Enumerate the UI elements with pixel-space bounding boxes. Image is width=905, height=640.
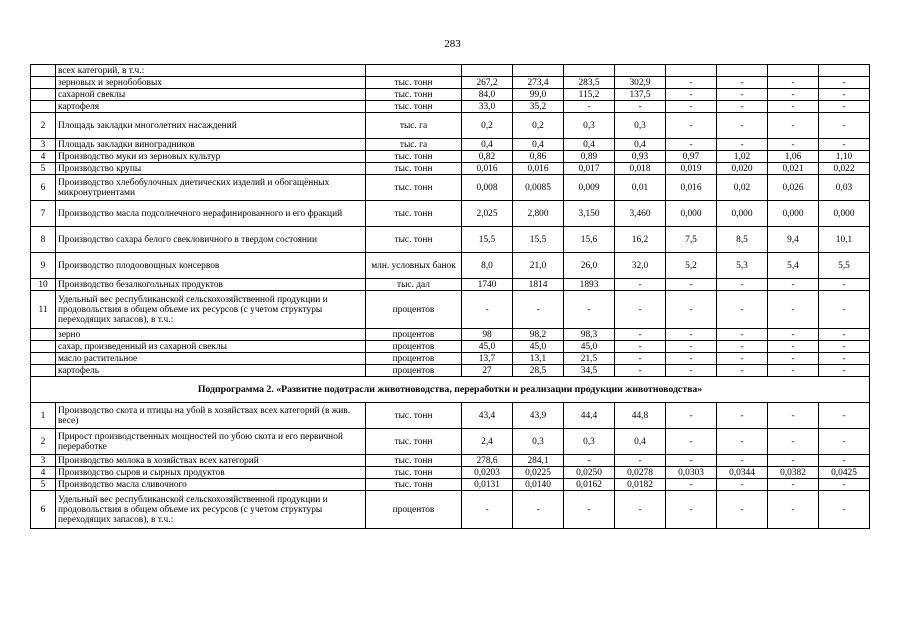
unit-cell: процентов <box>366 365 462 377</box>
table-row <box>31 163 870 175</box>
value-cell: - <box>768 353 819 365</box>
value-cell: 27 <box>462 365 513 377</box>
value-cell: - <box>768 101 819 113</box>
value-cell: 0,4 <box>615 139 666 151</box>
value-cell: 5,4 <box>768 253 819 279</box>
unit-cell: процентов <box>366 291 462 329</box>
value-cell: - <box>768 455 819 467</box>
value-cell: 0,0382 <box>768 467 819 479</box>
value-cell: 5,3 <box>717 253 768 279</box>
value-cell: - <box>666 77 717 89</box>
value-cell: - <box>768 341 819 353</box>
indicator-name-cell: всех категорий, в т.ч.: <box>56 65 366 77</box>
row-number-cell: 9 <box>31 253 56 279</box>
value-cell: 1,02 <box>717 151 768 163</box>
value-cell: - <box>768 279 819 291</box>
value-cell <box>462 65 513 77</box>
value-cell: - <box>666 139 717 151</box>
value-cell: 0,020 <box>717 163 768 175</box>
unit-cell: процентов <box>366 353 462 365</box>
unit-cell <box>366 65 462 77</box>
value-cell: 0,016 <box>666 175 717 201</box>
value-cell: - <box>768 329 819 341</box>
value-cell: 7,5 <box>666 227 717 253</box>
table-row <box>31 403 870 429</box>
unit-cell: тыс. тонн <box>366 455 462 467</box>
unit-cell: тыс. тонн <box>366 89 462 101</box>
table-row <box>31 139 870 151</box>
row-number-cell: 6 <box>31 175 56 201</box>
indicator-name-cell: Производство масла подсолнечного нерафинированного и его фракций <box>56 201 366 227</box>
value-cell: 5,5 <box>819 253 870 279</box>
value-cell: 13,1 <box>513 353 564 365</box>
value-cell: - <box>564 491 615 529</box>
value-cell: 302,9 <box>615 77 666 89</box>
unit-cell: тыс. тонн <box>366 227 462 253</box>
value-cell: 0,0250 <box>564 467 615 479</box>
value-cell: 15,5 <box>513 227 564 253</box>
value-cell <box>666 65 717 77</box>
row-number-cell: 3 <box>31 455 56 467</box>
value-cell: 1740 <box>462 279 513 291</box>
table-row <box>31 353 870 365</box>
table-row <box>31 291 870 329</box>
value-cell: - <box>462 491 513 529</box>
section-title: Подпрограмма 2. «Развитие подотрасли животноводства, переработки и реализации продукции животноводства» <box>31 377 870 403</box>
table-row <box>31 253 870 279</box>
value-cell: - <box>513 291 564 329</box>
value-cell: 84,0 <box>462 89 513 101</box>
value-cell: - <box>717 113 768 139</box>
value-cell: 0,3 <box>564 113 615 139</box>
value-cell: 15,6 <box>564 227 615 253</box>
indicator-name-cell: Производство скота и птицы на убой в хозяйствах всех категорий (в жив. весе) <box>56 403 366 429</box>
value-cell: - <box>819 113 870 139</box>
value-cell: - <box>819 291 870 329</box>
table-row <box>31 467 870 479</box>
value-cell: 15,5 <box>462 227 513 253</box>
value-cell: 0,97 <box>666 151 717 163</box>
value-cell: 5,2 <box>666 253 717 279</box>
value-cell: - <box>666 403 717 429</box>
indicator-name-cell: Производство хлебобулочных диетических изделий и обогащённых микронутриентами <box>56 175 366 201</box>
value-cell: - <box>666 291 717 329</box>
row-number-cell: 3 <box>31 139 56 151</box>
unit-cell: тыс. тонн <box>366 77 462 89</box>
value-cell: - <box>615 341 666 353</box>
unit-cell: млн. условных банок <box>366 253 462 279</box>
unit-cell: тыс. тонн <box>366 201 462 227</box>
table-row <box>31 341 870 353</box>
value-cell: - <box>615 365 666 377</box>
value-cell: 28,5 <box>513 365 564 377</box>
row-number-cell: 4 <box>31 467 56 479</box>
unit-cell: тыс. тонн <box>366 479 462 491</box>
value-cell: 2,800 <box>513 201 564 227</box>
value-cell: - <box>666 101 717 113</box>
value-cell: - <box>819 353 870 365</box>
value-cell: - <box>615 279 666 291</box>
value-cell: 35,2 <box>513 101 564 113</box>
value-cell: - <box>666 279 717 291</box>
unit-cell: процентов <box>366 491 462 529</box>
value-cell: - <box>717 455 768 467</box>
table-row <box>31 113 870 139</box>
table-row <box>31 151 870 163</box>
row-number-cell <box>31 365 56 377</box>
section-header-row <box>31 377 870 403</box>
value-cell: - <box>513 491 564 529</box>
value-cell: 0,0203 <box>462 467 513 479</box>
value-cell: - <box>615 291 666 329</box>
value-cell: - <box>819 365 870 377</box>
value-cell: 0,0344 <box>717 467 768 479</box>
table-row <box>31 479 870 491</box>
value-cell: 43,4 <box>462 403 513 429</box>
value-cell: 3,150 <box>564 201 615 227</box>
value-cell: - <box>462 291 513 329</box>
table-row <box>31 279 870 291</box>
value-cell: 0,0085 <box>513 175 564 201</box>
row-number-cell <box>31 329 56 341</box>
value-cell: - <box>717 279 768 291</box>
value-cell: 0,2 <box>513 113 564 139</box>
value-cell <box>615 65 666 77</box>
value-cell: - <box>666 429 717 455</box>
value-cell: 16,2 <box>615 227 666 253</box>
unit-cell: тыс. тонн <box>366 467 462 479</box>
unit-cell: тыс. тонн <box>366 403 462 429</box>
table-row <box>31 77 870 89</box>
value-cell: - <box>819 403 870 429</box>
value-cell: 278,6 <box>462 455 513 467</box>
value-cell: 273,4 <box>513 77 564 89</box>
value-cell: 0,3 <box>564 429 615 455</box>
value-cell: - <box>717 341 768 353</box>
value-cell: 8,5 <box>717 227 768 253</box>
row-number-cell: 2 <box>31 429 56 455</box>
indicator-name-cell: Площадь закладки многолетних насаждений <box>56 113 366 139</box>
row-number-cell: 5 <box>31 479 56 491</box>
table-row <box>31 429 870 455</box>
value-cell <box>513 65 564 77</box>
indicator-name-cell: Производство масла сливочного <box>56 479 366 491</box>
unit-cell: тыс. тонн <box>366 175 462 201</box>
value-cell: - <box>768 89 819 101</box>
unit-cell: тыс. тонн <box>366 163 462 175</box>
value-cell: 44,8 <box>615 403 666 429</box>
unit-cell: процентов <box>366 341 462 353</box>
indicator-name-cell: картофель <box>56 365 366 377</box>
page-number: 283 <box>444 38 461 50</box>
value-cell: 0,0225 <box>513 467 564 479</box>
value-cell: - <box>717 429 768 455</box>
value-cell: - <box>615 101 666 113</box>
row-number-cell: 8 <box>31 227 56 253</box>
value-cell: - <box>819 429 870 455</box>
value-cell: 0,000 <box>666 201 717 227</box>
value-cell: 0,89 <box>564 151 615 163</box>
value-cell: 0,022 <box>819 163 870 175</box>
indicator-name-cell: Производство крупы <box>56 163 366 175</box>
value-cell: - <box>717 89 768 101</box>
row-number-cell: 6 <box>31 491 56 529</box>
value-cell: - <box>666 89 717 101</box>
row-number-cell <box>31 89 56 101</box>
table-row <box>31 491 870 529</box>
value-cell: - <box>819 491 870 529</box>
indicator-name-cell: Производство сыров и сырных продуктов <box>56 467 366 479</box>
indicators-table <box>30 64 870 529</box>
value-cell: 34,5 <box>564 365 615 377</box>
value-cell: 284,1 <box>513 455 564 467</box>
value-cell: - <box>666 455 717 467</box>
indicator-name-cell: картофеля <box>56 101 366 113</box>
indicator-name-cell: Удельный вес республиканской сельскохозяйственной продукции и продовольствия в общем объеме их ресурсов (с учетом структуры переходящих запасов), в т.ч.: <box>56 491 366 529</box>
table-row <box>31 329 870 341</box>
table-row <box>31 101 870 113</box>
value-cell: 0,018 <box>615 163 666 175</box>
row-number-cell <box>31 101 56 113</box>
value-cell: 99,0 <box>513 89 564 101</box>
value-cell: - <box>768 429 819 455</box>
unit-cell: тыс. тонн <box>366 429 462 455</box>
row-number-cell: 11 <box>31 291 56 329</box>
indicator-name-cell: Производство безалкогольных продуктов <box>56 279 366 291</box>
value-cell: - <box>819 341 870 353</box>
value-cell: - <box>615 329 666 341</box>
value-cell: 0,000 <box>768 201 819 227</box>
value-cell: 115,2 <box>564 89 615 101</box>
unit-cell: тыс. га <box>366 139 462 151</box>
row-number-cell: 2 <box>31 113 56 139</box>
value-cell: 26,0 <box>564 253 615 279</box>
value-cell: 10,1 <box>819 227 870 253</box>
table-row <box>31 365 870 377</box>
value-cell: 0,008 <box>462 175 513 201</box>
value-cell: - <box>717 353 768 365</box>
value-cell: - <box>717 77 768 89</box>
value-cell: 0,009 <box>564 175 615 201</box>
value-cell: 45,0 <box>513 341 564 353</box>
value-cell: 0,0278 <box>615 467 666 479</box>
row-number-cell <box>31 353 56 365</box>
value-cell <box>717 65 768 77</box>
value-cell: 0,0131 <box>462 479 513 491</box>
indicator-name-cell: зерно <box>56 329 366 341</box>
indicator-name-cell: Площадь закладки виноградников <box>56 139 366 151</box>
value-cell: 98,2 <box>513 329 564 341</box>
value-cell: 33,0 <box>462 101 513 113</box>
value-cell: 0,02 <box>717 175 768 201</box>
value-cell: 98 <box>462 329 513 341</box>
value-cell: 8,0 <box>462 253 513 279</box>
row-number-cell: 1 <box>31 403 56 429</box>
table-row <box>31 455 870 467</box>
value-cell: 1,06 <box>768 151 819 163</box>
value-cell: 0,021 <box>768 163 819 175</box>
table-row <box>31 175 870 201</box>
table-row <box>31 65 870 77</box>
value-cell: - <box>819 77 870 89</box>
value-cell: - <box>564 455 615 467</box>
row-number-cell <box>31 65 56 77</box>
value-cell: 0,026 <box>768 175 819 201</box>
value-cell: - <box>819 329 870 341</box>
value-cell: - <box>666 479 717 491</box>
value-cell: 32,0 <box>615 253 666 279</box>
value-cell: 1,10 <box>819 151 870 163</box>
value-cell: 0,4 <box>564 139 615 151</box>
row-number-cell <box>31 77 56 89</box>
value-cell: - <box>819 455 870 467</box>
row-number-cell: 5 <box>31 163 56 175</box>
value-cell: 283,5 <box>564 77 615 89</box>
value-cell: 2,025 <box>462 201 513 227</box>
value-cell: - <box>717 479 768 491</box>
value-cell: 0,3 <box>615 113 666 139</box>
value-cell: - <box>768 77 819 89</box>
value-cell: - <box>717 291 768 329</box>
value-cell: 21,0 <box>513 253 564 279</box>
value-cell: 267,2 <box>462 77 513 89</box>
value-cell: - <box>717 365 768 377</box>
value-cell: 0,93 <box>615 151 666 163</box>
indicator-name-cell: Производство муки из зерновых культур <box>56 151 366 163</box>
value-cell: - <box>717 491 768 529</box>
value-cell: 0,01 <box>615 175 666 201</box>
value-cell: 0,0182 <box>615 479 666 491</box>
value-cell: - <box>717 403 768 429</box>
value-cell: - <box>717 139 768 151</box>
indicator-name-cell: сахар, произведенный из сахарной свеклы <box>56 341 366 353</box>
value-cell <box>819 65 870 77</box>
value-cell <box>564 65 615 77</box>
value-cell: - <box>717 101 768 113</box>
unit-cell: процентов <box>366 329 462 341</box>
value-cell: - <box>717 329 768 341</box>
value-cell <box>768 65 819 77</box>
value-cell: - <box>615 455 666 467</box>
value-cell: 98,3 <box>564 329 615 341</box>
value-cell: - <box>615 353 666 365</box>
indicator-name-cell: масло растительное <box>56 353 366 365</box>
unit-cell: тыс. дал <box>366 279 462 291</box>
indicator-name-cell: Производство молока в хозяйствах всех категорий <box>56 455 366 467</box>
value-cell: - <box>768 291 819 329</box>
row-number-cell <box>31 341 56 353</box>
indicator-name-cell: Прирост производственных мощностей по убою скота и его первичной переработке <box>56 429 366 455</box>
value-cell: - <box>768 491 819 529</box>
value-cell: 137,5 <box>615 89 666 101</box>
value-cell: - <box>819 279 870 291</box>
value-cell: 45,0 <box>462 341 513 353</box>
row-number-cell: 10 <box>31 279 56 291</box>
value-cell: 0,0425 <box>819 467 870 479</box>
row-number-cell: 7 <box>31 201 56 227</box>
value-cell: 44,4 <box>564 403 615 429</box>
value-cell: 0,2 <box>462 113 513 139</box>
value-cell: 0,4 <box>615 429 666 455</box>
value-cell: - <box>564 291 615 329</box>
value-cell: 1893 <box>564 279 615 291</box>
value-cell: - <box>819 101 870 113</box>
value-cell: - <box>666 353 717 365</box>
value-cell: - <box>666 113 717 139</box>
value-cell: 0,0303 <box>666 467 717 479</box>
value-cell: 13,7 <box>462 353 513 365</box>
value-cell: 0,86 <box>513 151 564 163</box>
unit-cell: тыс. тонн <box>366 151 462 163</box>
value-cell: - <box>666 365 717 377</box>
unit-cell: тыс. га <box>366 113 462 139</box>
value-cell: 0,82 <box>462 151 513 163</box>
value-cell: 2,4 <box>462 429 513 455</box>
table-row <box>31 227 870 253</box>
indicator-name-cell: Производство плодоовощных консервов <box>56 253 366 279</box>
value-cell: - <box>666 329 717 341</box>
value-cell: - <box>564 101 615 113</box>
value-cell: 9,4 <box>768 227 819 253</box>
value-cell: - <box>768 479 819 491</box>
value-cell: 0,000 <box>717 201 768 227</box>
value-cell: 0,0140 <box>513 479 564 491</box>
value-cell: - <box>768 403 819 429</box>
table-row <box>31 201 870 227</box>
value-cell: 0,017 <box>564 163 615 175</box>
value-cell: - <box>819 139 870 151</box>
value-cell: 1814 <box>513 279 564 291</box>
indicator-name-cell: Производство сахара белого свекловичного в твердом состоянии <box>56 227 366 253</box>
value-cell: 43,9 <box>513 403 564 429</box>
value-cell: 0,3 <box>513 429 564 455</box>
value-cell: - <box>615 491 666 529</box>
value-cell: 45,0 <box>564 341 615 353</box>
value-cell: 0,4 <box>462 139 513 151</box>
value-cell: 0,016 <box>462 163 513 175</box>
value-cell: - <box>768 365 819 377</box>
value-cell: 0,019 <box>666 163 717 175</box>
value-cell: 0,016 <box>513 163 564 175</box>
table-row <box>31 89 870 101</box>
value-cell: - <box>666 491 717 529</box>
value-cell: - <box>819 479 870 491</box>
value-cell: 0,03 <box>819 175 870 201</box>
value-cell: - <box>768 113 819 139</box>
indicator-name-cell: зерновых и зернобобовых <box>56 77 366 89</box>
value-cell: 0,000 <box>819 201 870 227</box>
row-number-cell: 4 <box>31 151 56 163</box>
value-cell: 0,4 <box>513 139 564 151</box>
value-cell: - <box>666 341 717 353</box>
value-cell: - <box>768 139 819 151</box>
value-cell: 21,5 <box>564 353 615 365</box>
value-cell: 0,0162 <box>564 479 615 491</box>
unit-cell: тыс. тонн <box>366 101 462 113</box>
indicator-name-cell: Удельный вес республиканской сельскохозяйственной продукции и продовольствия в общем объеме их ресурсов (с учетом структуры переходящих запасов), в т.ч.: <box>56 291 366 329</box>
indicator-name-cell: сахарной свеклы <box>56 89 366 101</box>
value-cell: 3,460 <box>615 201 666 227</box>
value-cell: - <box>819 89 870 101</box>
